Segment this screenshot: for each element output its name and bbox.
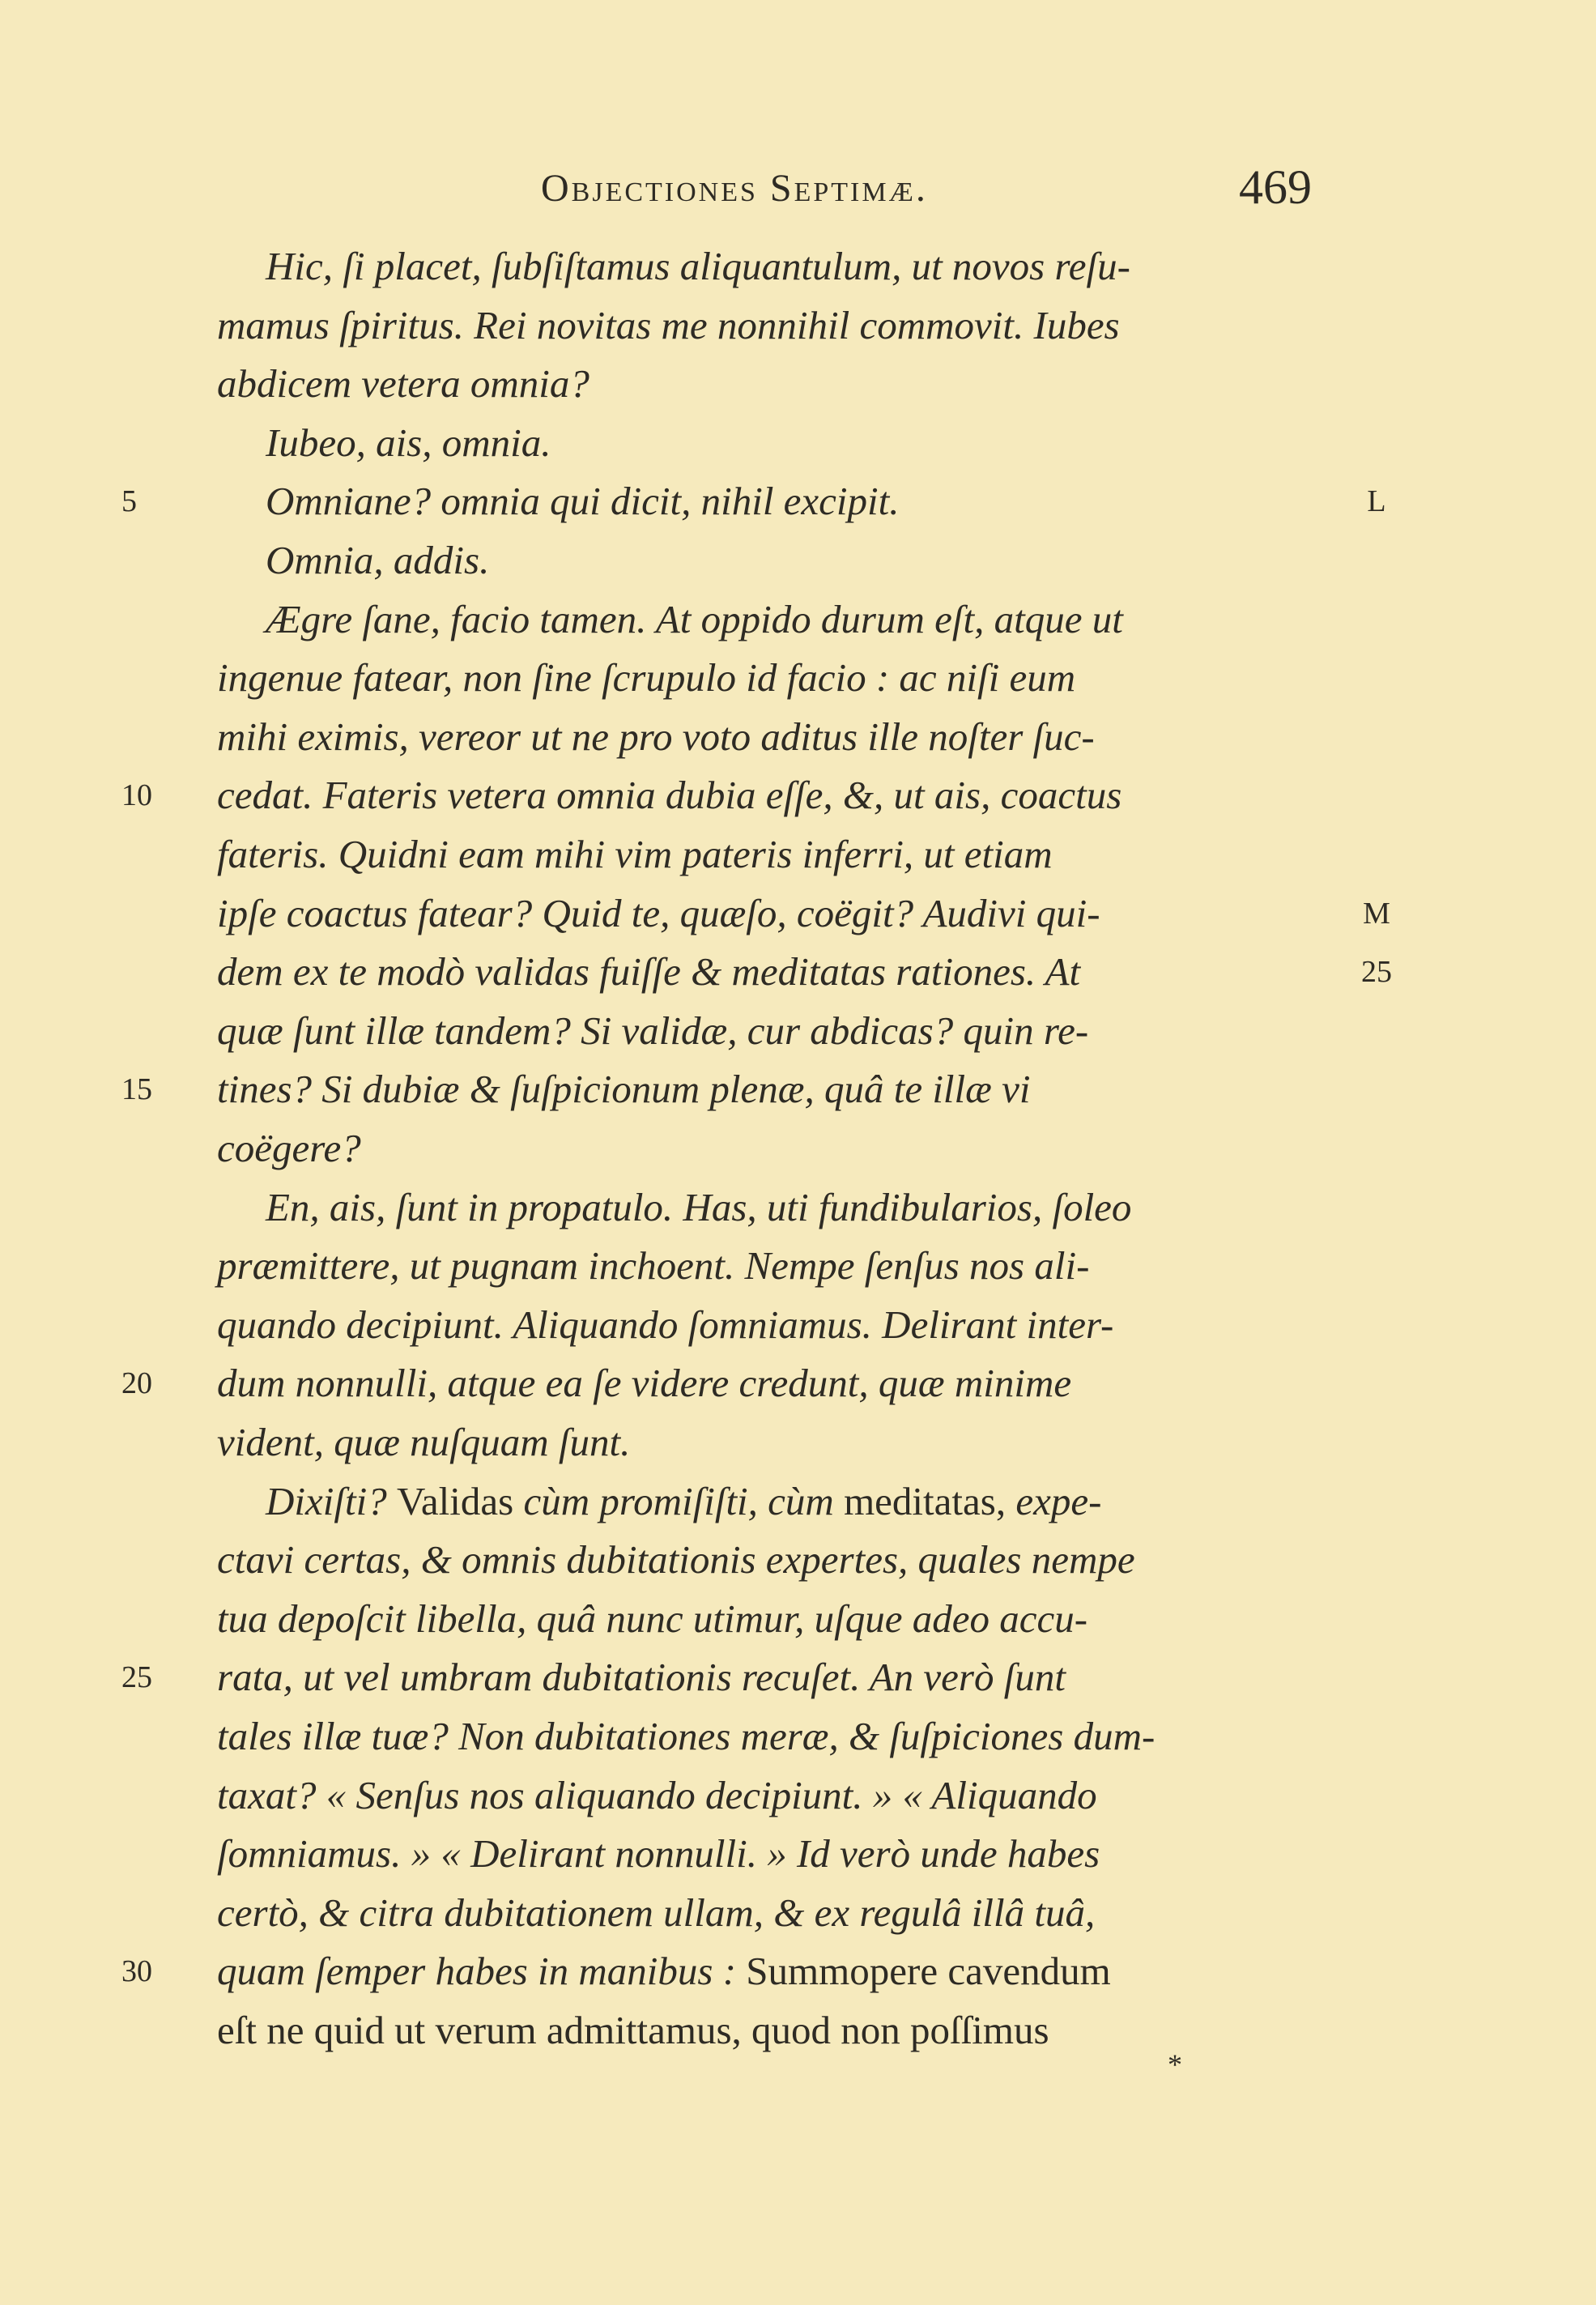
text-line xyxy=(217,237,1312,296)
text-line-content: certò, & citra dubitationem ullam, & ex regulâ illâ tuâ, xyxy=(217,1890,1096,1935)
text-line-content: tua depoſcit libella, quâ nunc utimur, uſque adeo accu- xyxy=(217,1596,1088,1641)
line-number: 15 xyxy=(121,1072,152,1106)
line-number: 30 xyxy=(121,1954,152,1988)
text-line-content: rata, ut vel umbram dubitationis recuſet. An verò ſunt xyxy=(217,1655,1066,1699)
text-line xyxy=(217,1237,1312,1295)
text-line xyxy=(217,1884,1312,1942)
text-line-content: ctavi certas, & omnis dubitationis expertes, quales nempe xyxy=(217,1537,1135,1582)
text-line xyxy=(217,590,1312,649)
text-line-content: quæ ſunt illæ tandem? Si validæ, cur abdicas? quin re- xyxy=(217,1008,1089,1053)
text-line-content: coëgere? xyxy=(217,1126,361,1170)
text-line xyxy=(217,1296,1312,1354)
text-line-content: taxat? « Senſus nos aliquando decipiunt. » « Aliquando xyxy=(217,1773,1097,1817)
text-segment: expe- xyxy=(1015,1479,1102,1523)
margin-note: M xyxy=(1363,897,1390,931)
text-segment: cùm promiſiſti, cùm xyxy=(523,1479,845,1523)
text-line xyxy=(217,649,1312,707)
text-line-content: Omniane? omnia qui dicit, nihil excipit. xyxy=(266,479,900,523)
text-line xyxy=(217,1531,1312,1589)
text-line-content: Omnia, addis. xyxy=(266,538,490,582)
text-line-content: mihi eximis, vereor ut ne pro voto aditus ille noſter ſuc- xyxy=(217,714,1095,759)
text-line xyxy=(217,1060,1312,1118)
text-line-content: eſt ne quid ut verum admittamus, quod non poſſimus xyxy=(217,2008,1049,2052)
text-line-content: dum nonnulli, atque ea ſe videre credunt, quæ minime xyxy=(217,1361,1072,1405)
text-line-content: quando decipiunt. Aliquando ſomniamus. Delirant inter- xyxy=(217,1302,1114,1347)
text-line-content: dem ex te modò validas fuiſſe & meditatas rationes. At xyxy=(217,949,1081,994)
text-line xyxy=(217,414,1312,472)
text-line xyxy=(217,531,1312,590)
text-line xyxy=(217,1354,1312,1412)
text-line xyxy=(217,1119,1312,1178)
text-line-content: En, ais, ſunt in propatulo. Has, uti fundibularios, ſoleo xyxy=(266,1185,1132,1229)
text-line-content: tines? Si dubiæ & ſuſpicionum plenæ, quâ te illæ vi xyxy=(217,1067,1031,1111)
text-line-content: fateris. Quidni eam mihi vim pateris inferri, ut etiam xyxy=(217,832,1053,876)
text-line xyxy=(217,355,1312,413)
text-line-content: ingenue fatear, non ſine ſcrupulo id facio : ac niſi eum xyxy=(217,655,1076,700)
margin-note: L xyxy=(1367,484,1386,518)
text-line-content: ſomniamus. » « Delirant nonnulli. » Id verò unde habes xyxy=(217,1831,1100,1876)
text-line-content: Iubeo, ais, omnia. xyxy=(266,420,551,465)
text-line-content: vident, quæ nuſquam ſunt. xyxy=(217,1420,631,1464)
text-line-content: præmittere, ut pugnam inchoent. Nempe ſenſus nos ali- xyxy=(217,1243,1090,1288)
text-segment: quam ſemper habes in manibus : xyxy=(217,1949,747,1993)
text-line-content: ipſe coactus fatear? Quid te, quæſo, coëgit? Audivi qui- xyxy=(217,891,1100,935)
text-line-content xyxy=(217,1942,1111,2000)
text-segment: Validas xyxy=(396,1479,524,1523)
text-line xyxy=(217,825,1312,884)
text-line xyxy=(217,1413,1312,1472)
footnote-mark: * xyxy=(1168,2048,1182,2081)
text-line xyxy=(217,884,1312,943)
page-number: 469 xyxy=(1239,160,1312,214)
text-line xyxy=(217,296,1312,355)
text-line xyxy=(217,1707,1312,1766)
text-line xyxy=(217,1002,1312,1060)
text-line-content: cedat. Fateris vetera omnia dubia eſſe, &, ut ais, coactus xyxy=(217,773,1122,817)
text-line xyxy=(217,943,1312,1001)
text-line xyxy=(217,1648,1312,1706)
text-line xyxy=(217,472,1312,530)
text-line-content: Hic, ſi placet, ſubſiſtamus aliquantulum, ut novos reſu- xyxy=(266,244,1130,288)
text-segment: Summopere cavendum xyxy=(746,1949,1111,1993)
text-line-content: tales illæ tuæ? Non dubitationes meræ, & ſuſpiciones dum- xyxy=(217,1714,1156,1758)
text-line-content xyxy=(266,1472,1101,1531)
text-line-content: mamus ſpiritus. Rei novitas me nonnihil commovit. Iubes xyxy=(217,303,1120,347)
line-number: 25 xyxy=(121,1660,152,1694)
text-line-content: abdicem vetera omnia? xyxy=(217,361,589,406)
line-number: 10 xyxy=(121,778,152,812)
line-number: 20 xyxy=(121,1366,152,1400)
text-line xyxy=(217,766,1312,824)
text-line xyxy=(217,1942,1312,2000)
text-line xyxy=(217,1472,1312,1531)
text-line xyxy=(217,1590,1312,1648)
text-line xyxy=(217,1825,1312,1883)
running-header xyxy=(217,160,1312,224)
margin-note: 25 xyxy=(1361,955,1392,989)
text-line xyxy=(217,708,1312,766)
text-line xyxy=(217,1766,1312,1825)
running-title: Objectiones Septimæ. xyxy=(541,167,928,210)
text-segment: Dixiſti? xyxy=(266,1479,397,1523)
line-number: 5 xyxy=(121,484,137,518)
text-line xyxy=(217,1178,1312,1237)
text-line xyxy=(217,2001,1312,2060)
text-line-content: Ægre ſane, facio tamen. At oppido durum eſt, atque ut xyxy=(266,597,1123,641)
text-segment: meditatas, xyxy=(844,1479,1016,1523)
